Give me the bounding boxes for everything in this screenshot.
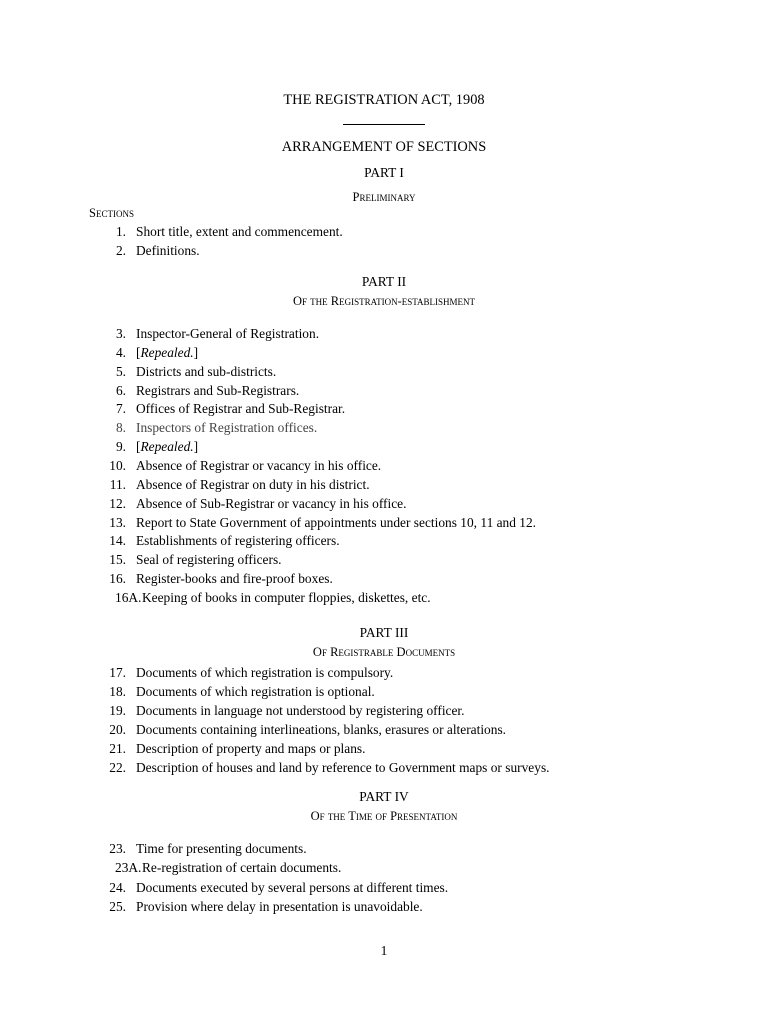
section-number: 16A. <box>115 589 142 605</box>
section-title: Districts and sub-districts. <box>136 363 277 379</box>
section-number: 8. <box>115 420 126 436</box>
section-number: 18. <box>109 683 126 699</box>
section-number: 21. <box>109 740 126 756</box>
section-title: Documents executed by several persons at different times. <box>136 879 449 895</box>
section-title: Documents of which registration is optional. <box>136 683 375 699</box>
part-4-subtitle: Of the Time of Presentation <box>310 809 458 823</box>
section-number: 13. <box>109 514 126 530</box>
section-number: 23A. <box>115 860 142 876</box>
bracket-close: ] <box>193 344 199 360</box>
section-number: 15. <box>109 552 126 568</box>
section-number: 1. <box>115 224 126 239</box>
part-1-subtitle: Preliminary <box>352 190 416 204</box>
part-2-subtitle: Of the Registration-establishment <box>292 294 476 308</box>
section-number: 7. <box>115 401 126 417</box>
section-title <box>136 438 198 456</box>
section-title: Absence of Registrar or vacancy in his office. <box>136 457 382 473</box>
section-title: Inspectors of Registration offices. <box>136 420 318 436</box>
section-number: 2. <box>115 243 126 258</box>
section-title: Inspector-General of Registration. <box>136 326 320 341</box>
document-title: THE REGISTRATION ACT, 1908 <box>283 92 485 108</box>
section-title: Offices of Registrar and Sub-Registrar. <box>136 401 346 417</box>
section-number: 19. <box>109 702 126 718</box>
section-title: Description of houses and land by reference to Government maps or surveys. <box>136 759 550 775</box>
bracket-open: [ <box>136 439 141 455</box>
sections-label: Sections <box>89 206 134 220</box>
section-title: Documents of which registration is compulsory. <box>136 665 394 680</box>
section-number: 12. <box>109 495 126 511</box>
section-number: 6. <box>115 382 126 398</box>
section-number: 5. <box>115 363 126 379</box>
section-title: Register-books and fire-proof boxes. <box>136 571 333 587</box>
part-3-heading: PART III <box>359 625 409 640</box>
section-title: Re-registration of certain documents. <box>142 860 342 876</box>
section-title: Time for presenting documents. <box>136 841 307 856</box>
section-number: 4. <box>115 344 126 360</box>
section-number: 25. <box>109 898 126 914</box>
section-title <box>136 344 198 362</box>
section-number: 9. <box>115 439 126 455</box>
section-title: Keeping of books in computer floppies, diskettes, etc. <box>142 589 431 605</box>
section-title: Provision where delay in presentation is unavoidable. <box>136 898 423 914</box>
section-number: 10. <box>109 457 126 473</box>
section-title: Short title, extent and commencement. <box>136 224 343 239</box>
section-number: 3. <box>115 326 126 341</box>
section-title: Seal of registering officers. <box>136 552 282 568</box>
section-number: 14. <box>109 533 126 549</box>
section-title: Registrars and Sub-Registrars. <box>136 382 300 398</box>
section-number: 20. <box>109 721 126 737</box>
part-1-heading: PART I <box>364 165 404 180</box>
section-number: 11. <box>109 476 126 492</box>
section-number: 24. <box>109 879 126 895</box>
part-3-subtitle: Of Registrable Documents <box>312 645 456 659</box>
section-title: Absence of Sub-Registrar or vacancy in his office. <box>136 495 407 511</box>
section-title: Establishments of registering officers. <box>136 533 340 549</box>
bracket-close: ] <box>193 439 199 455</box>
section-title: Absence of Registrar on duty in his district. <box>136 476 370 492</box>
part-2-heading: PART II <box>361 274 407 289</box>
section-title: Documents in language not understood by registering officer. <box>136 702 465 718</box>
repealed-label: Repealed. <box>140 439 194 455</box>
page-number: 1 <box>380 943 388 958</box>
title-divider <box>343 124 425 125</box>
section-number: 17. <box>109 665 126 680</box>
section-title: Report to State Government of appointments under sections 10, 11 and 12. <box>136 514 537 530</box>
section-title: Documents containing interlineations, blanks, erasures or alterations. <box>136 721 507 737</box>
bracket-open: [ <box>136 344 141 360</box>
section-title: Definitions. <box>136 243 200 258</box>
section-number: 23. <box>109 841 126 856</box>
section-number: 22. <box>109 759 126 775</box>
part-4-heading: PART IV <box>359 789 409 804</box>
section-title: Description of property and maps or plans. <box>136 740 366 756</box>
arrangement-heading: ARRANGEMENT OF SECTIONS <box>281 139 487 155</box>
repealed-label: Repealed. <box>140 344 194 360</box>
section-number: 16. <box>109 571 126 587</box>
